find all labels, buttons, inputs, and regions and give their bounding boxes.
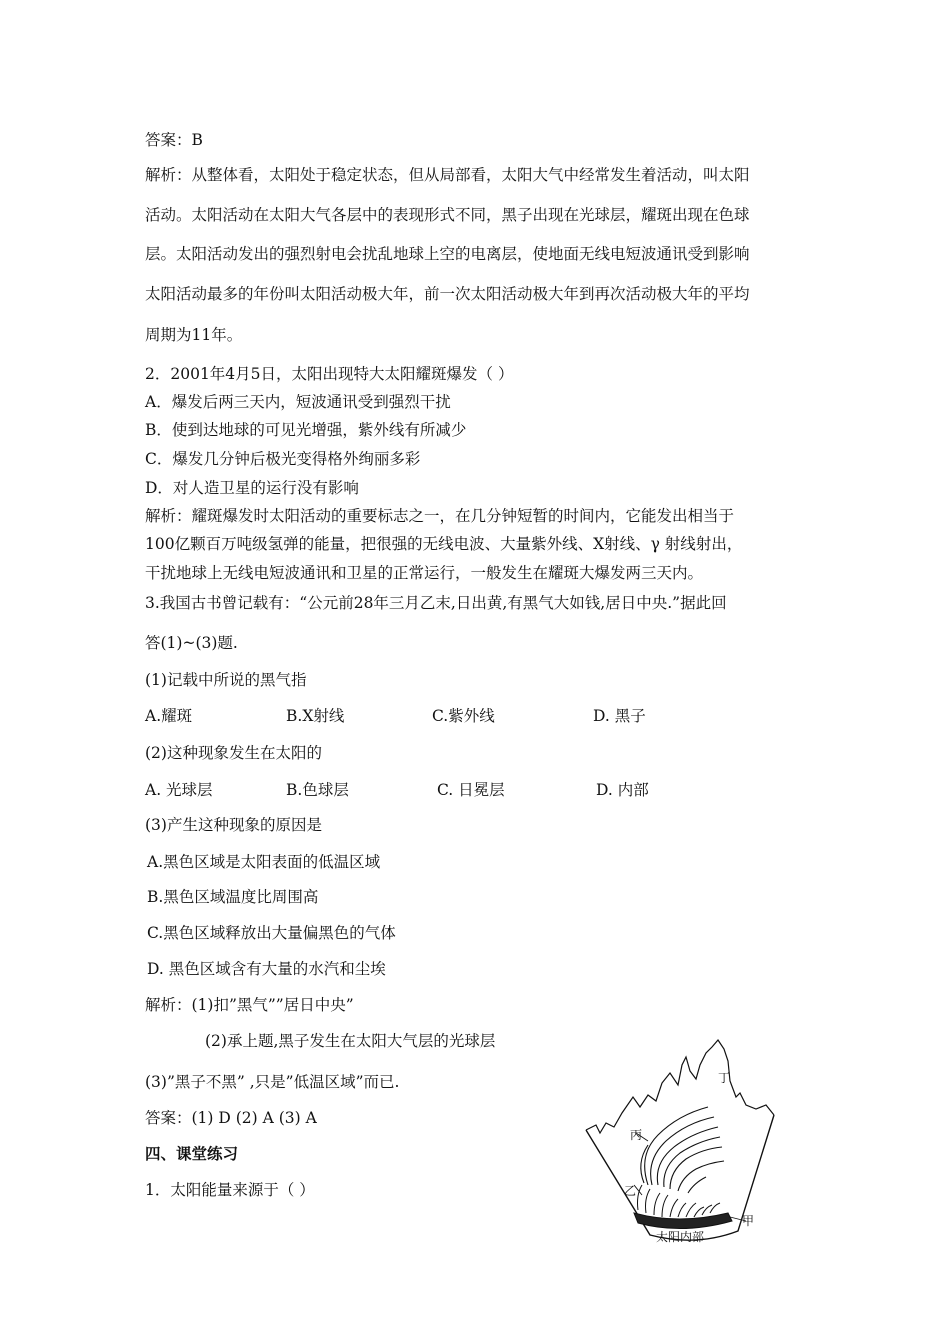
question-4-1: 1．太阳能量来源于（ ） [145,1181,315,1199]
q3-2-option-a: A. 光球层 [145,781,213,799]
q3-1-option-b: B.X射线 [286,707,345,725]
corona-outline [586,1040,774,1133]
analysis-1-line-2: 活动。太阳活动在太阳大气各层中的表现形式不同，黑子出现在光球层，耀斑出现在色球 [145,206,750,224]
q3-3-option-a: A.黑色区域是太阳表面的低温区域 [147,853,381,871]
analysis-1-line-1: 解析：从整体看，太阳处于稳定状态，但从局部看，太阳大气中经常发生着活动，叫太阳 [145,166,750,184]
question-2-option-a: A．爆发后两三天内，短波通讯受到强烈干扰 [145,393,451,411]
analysis-1-line-4: 太阳活动最多的年份叫太阳活动极大年，前一次太阳活动极大年到再次活动极大年的平均 [145,285,750,303]
label-jia: 甲 [742,1214,755,1228]
q3-2-option-d: D. 内部 [596,781,649,799]
label-yi: 乙 [624,1184,637,1198]
analysis-3-line-2: (2)承上题,黑子发生在太阳大气层的光球层 [205,1032,496,1050]
question-3-line-1: 3.我国古书曾记载有：“公元前28年三月乙末,日出黄,有黑气大如钱,居日中央.”据此回 [145,594,727,612]
question-3-3: (3)产生这种现象的原因是 [145,816,322,834]
q3-2-option-b: B.色球层 [286,781,349,799]
analysis-1-line-3: 层。太阳活动发出的强烈射电会扰乱地球上空的电离层，使地面无线电短波通讯受到影响 [145,245,750,263]
q3-1-option-a: A.耀斑 [145,707,193,725]
question-2-option-b: B．使到达地球的可见光增强，紫外线有所减少 [145,421,467,439]
question-2-option-c: C．爆发几分钟后极光变得格外绚丽多彩 [145,450,421,468]
question-2-option-d: D．对人造卫星的运行没有影响 [145,479,359,497]
question-3-2: (2)这种现象发生在太阳的 [145,744,322,762]
label-sun-interior: 太阳内部 [656,1230,705,1244]
analysis-3-line-1: 解析：(1)扣”黑气””居日中央” [145,996,354,1014]
question-2: 2．2001年4月5日，太阳出现特大太阳耀斑爆发（ ） [145,365,514,383]
analysis-3-line-3: (3)”黑子不黑” ,只是”低温区域”而已. [145,1073,400,1091]
question-3-1: (1)记载中所说的黑气指 [145,671,307,689]
q3-3-option-c: C.黑色区域释放出大量偏黑色的气体 [147,924,396,942]
analysis-2-line-1: 解析：耀斑爆发时太阳活动的重要标志之一，在几分钟短暂的时间内，它能发出相当于 [145,507,735,525]
q3-1-option-c: C.紫外线 [432,707,495,725]
photosphere-band [634,1213,732,1229]
q3-3-option-d: D. 黑色区域含有大量的水汽和尘埃 [147,960,386,978]
question-3-line-2: 答(1)~(3)题. [145,634,238,652]
q3-1-option-d: D. 黑子 [593,707,646,725]
analysis-2-line-2: 100亿颗百万吨级氢弹的能量，把很强的无线电波、大量紫外线、X射线、γ 射线射出， [145,535,743,553]
answer-1: 答案：B [145,131,203,149]
prominence-flames [641,1107,724,1193]
label-bing: 丙 [630,1128,643,1142]
analysis-2-line-3: 干扰地球上无线电短波通讯和卫星的正常运行，一般发生在耀斑大爆发两三天内。 [145,564,704,582]
sun-atmosphere-diagram [578,1035,778,1255]
analysis-1-line-5: 周期为11年。 [145,326,243,344]
answer-3: 答案：(1) D (2) A (3) A [145,1109,317,1127]
label-ding: 丁 [718,1071,731,1085]
q3-3-option-b: B.黑色区域温度比周围高 [147,888,319,906]
section-4-heading: 四、课堂练习 [145,1145,239,1163]
q3-2-option-c: C. 日冕层 [437,781,505,799]
